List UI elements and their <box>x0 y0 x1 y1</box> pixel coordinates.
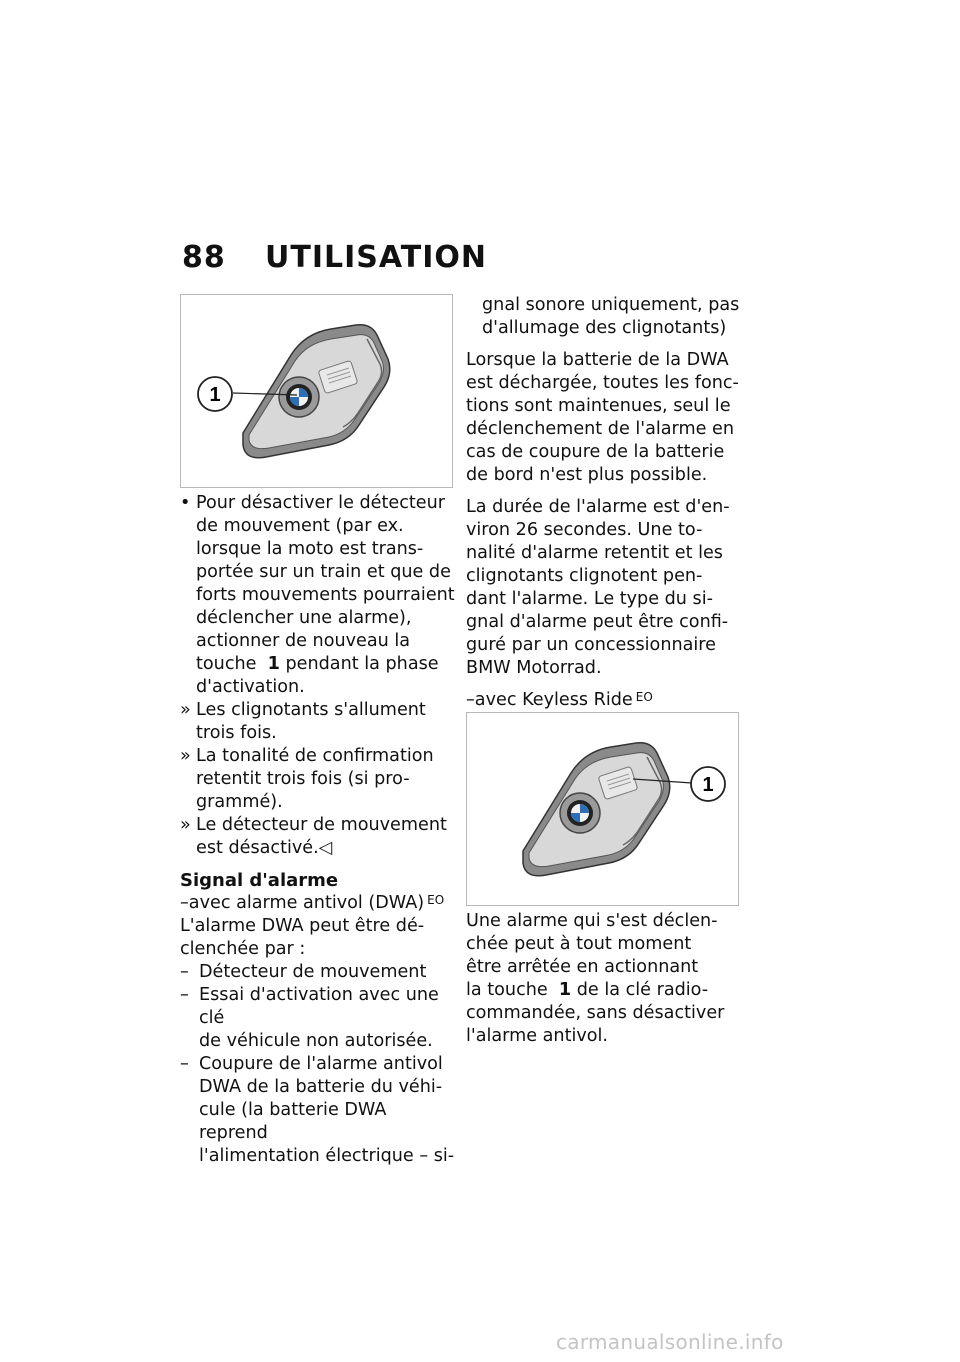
watermark: carmanualsonline.info <box>556 1330 784 1354</box>
dash-marker: – <box>180 1054 189 1074</box>
left-column <box>180 492 455 1168</box>
list-item: – Essai d'activation avec une clé de véhicule non autorisée. <box>180 985 439 1051</box>
list-item: – Détecteur de mouvement <box>180 962 427 982</box>
instruction-bullet: • Pour désactiver le détecteur de mouvement (par ex. lorsque la moto est trans- portée sur un train et que de forts mouvements pourraient déclencher une alarme), actionner de nouveau la touche 1 pendant la phase d'activation. <box>180 493 455 697</box>
bullet-dot-icon: • <box>180 493 191 513</box>
list-item: – Coupure de l'alarme antivol DWA de la batterie du véhi- cule (la batterie DWA reprend l'alimentation électrique – si- <box>180 1054 455 1166</box>
paragraph: Lorsque la batterie de la DWA est déchargée, toutes les fonc- tions sont maintenues, seul le déclenchement de l'alarme en cas de coupure de la batterie de bord n'est plus possible. <box>466 350 739 485</box>
paragraph: La durée de l'alarme est d'en- viron 26 secondes. Une to- nalité d'alarme retentit et les clignotants clignotent pen- dant l'alarme. Le type du si- gnal d'alarme peut être confi- guré par un concessionnaire BMW Motorrad. <box>466 497 730 678</box>
continued-text: gnal sonore uniquement, pas d'allumage des clignotants) <box>482 295 740 338</box>
figure-callout-1: 1 <box>209 384 221 406</box>
key-fob-figure-2 <box>466 712 739 906</box>
end-mark-icon: ◁ <box>318 838 333 858</box>
page-title: UTILISATION <box>265 240 487 275</box>
result-item: » La tonalité de confirmation retentit trois fois (si pro- grammé). <box>180 746 434 812</box>
result-item: » Le détecteur de mouvement est désactivé.◁ <box>180 815 447 858</box>
dash-marker: – <box>180 962 189 982</box>
result-arrow-icon: » <box>180 815 191 835</box>
key-fob-illustration <box>181 295 452 487</box>
intro-text: clenchée par : <box>180 939 306 959</box>
result-item: » Les clignotants s'allument trois fois. <box>180 700 426 743</box>
right-column <box>466 294 744 712</box>
figure-callout-1: 1 <box>702 774 714 796</box>
page-number: 88 <box>182 240 226 275</box>
key-fob-figure-1 <box>180 294 453 488</box>
dash-marker: – <box>180 985 189 1005</box>
result-arrow-icon: » <box>180 746 191 766</box>
condition-line: –avec alarme antivol (DWA) $^{EO}$ <box>180 893 445 913</box>
intro-text: L'alarme DWA peut être dé- <box>180 916 425 936</box>
key-fob-illustration <box>467 713 738 905</box>
section-heading: Signal d'alarme <box>180 870 339 891</box>
result-arrow-icon: » <box>180 700 191 720</box>
condition-line: –avec Keyless Ride $^{EO}$ <box>466 690 653 710</box>
right-column-bottom: Une alarme qui s'est déclen- chée peut à tout moment être arrêtée en actionnant la touche 1 de la clé radio- commandée, sans désactiver l'alarme antivol. <box>466 911 725 1046</box>
